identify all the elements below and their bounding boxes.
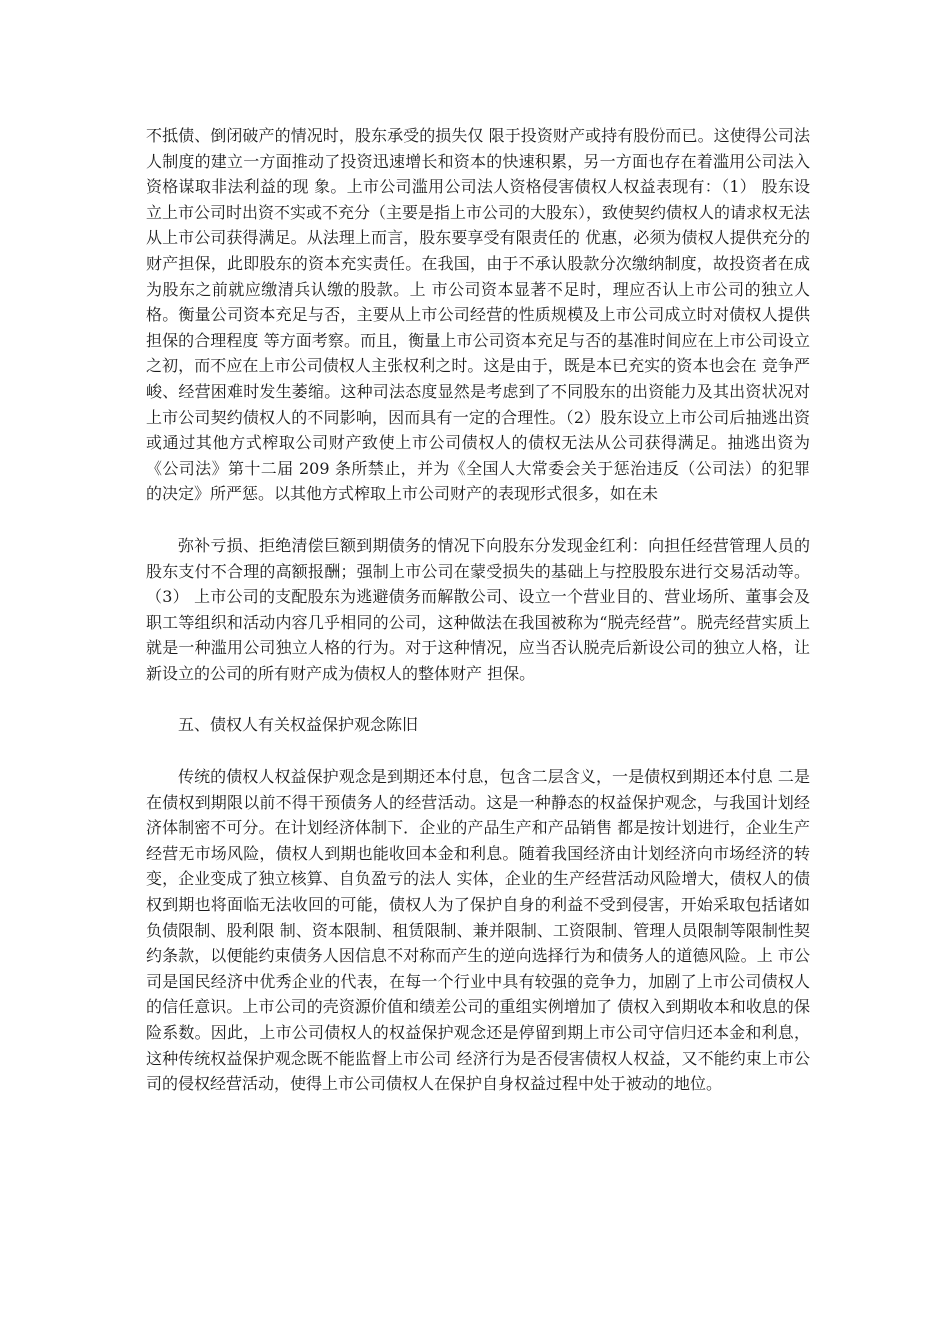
body-paragraph-3: 传统的债权人权益保护观念是到期还本付息，包含二层含义，一是债权到期还本付息 二是在债权到期限以前不得干预债务人的经营活动。这是一种静态的权益保护观念，与我国计划经济体制密不可分。在计划经济体制下．企业的产品生产和产品销售 都是按计划进行，企业生产经营无市场风险，债权人到期也能收回本金和利息。随着我国经济由计划经济向市场经济的转变，企业变成了独立核算、自负盈亏的法人 实体，企业的生产经营活动风险增大，债权人的债权到期也将面临无法收回的可能，债权人为了保护自身的利益不受到侵害，开始采取包括诸如负债限制、股利限 制、资本限制、租赁限制、兼并限制、工资限制、管理人员限制等限制性契约条款，以便能约束债务人因信息不对称而产生的逆向选择行为和债务人的道德风险。上 市公司是国民经济中优秀企业的代表，在每一个行业中具有较强的竞争力，加剧了上市公司债权人的信任意识。上市公司的壳资源价值和绩差公司的重组实例增加了 债权入到期收本和收息的保险系数。因此，上市公司债权人的权益保护观念还是停留到期上市公司守信归还本金和利息，这种传统权益保护观念既不能监督上市公司 经济行为是否侵害债权人权益，又不能约束上市公司的侵权经营活动，使得上市公司债权人在保护自身权益过程中处于被动的地位。: [146, 767, 810, 1094]
document-body: [146, 123, 810, 1097]
section-heading: 五、债权人有关权益保护观念陈旧: [178, 715, 419, 735]
paragraph-spacer: [146, 738, 810, 764]
body-paragraph-2: 弥补亏损、拒绝清偿巨额到期债务的情况下向股东分发现金红利：向担任经营管理人员的股东支付不合理的高额报酬；强制上市公司在蒙受损失的基础上与控股股东进行交易活动等。（3） 上市公司的支配股东为逃避债务而解散公司、设立一个营业目的、营业场所、董事会及职工等组织和活动内容几乎相同的公司，这种做法在我国被称为“脱壳经营”。脱壳经营实质上就是一种滥用公司独立人格的行为。对于这种情况，应当否认脱壳后新设公司的独立人格，让新设立的公司的所有财产成为债权人的整体财产 担保。: [146, 535, 810, 683]
paragraph-spacer: [146, 507, 810, 533]
body-paragraph-1: 不抵债、倒闭破产的情况时，股东承受的损失仅 限于投资财产或持有股份而已。这使得公司法人制度的建立一方面推动了投资迅速增长和资本的快速积累，另一方面也存在着滥用公司法入资格谋取非法利益的现 象。上市公司滥用公司法人资格侵害债权人权益表现有：（1） 股东设立上市公司时出资不实或不充分（主要是指上市公司的大股东），致使契约债权人的请求权无法从上市公司获得满足。从法理上而言，股东要享受有限责任的 优惠，必须为债权人提供充分的财产担保，此即股东的资本充实责任。在我国，由于不承认股款分次缴纳制度，故投资者在成为股东之前就应缴清兵认缴的股款。上 市公司资本显著不足时，理应否认上市公司的独立人格。衡量公司资本充足与否，主要从上市公司经营的性质规模及上市公司成立时对债权人提供担保的合理程度 等方面考察。而且，衡量上市公司资本充足与否的基准时间应在上市公司设立之初，而不应在上市公司债权人主张权利之时。这是由于，既是本已充实的资本也会在 竞争严峻、经营困难时发生萎缩。这种司法态度显然是考虑到了不同股东的出资能力及其出资状况对上市公司契约债权人的不同影响，因而具有一定的合理性。（2）股东设立上市公司后抽逃出资或通过其他方式榨取公司财产致使上市公司债权人的债权无法从公司获得满足。抽逃出资为《公司法》第十二届 209 条所禁止，并为《全国人大常委会关于惩治违反（公司法）的犯罪的决定》所严惩。以其他方式榨取上市公司财产的表现形式很多，如在未: [146, 126, 811, 504]
paragraph-spacer: [146, 686, 810, 712]
